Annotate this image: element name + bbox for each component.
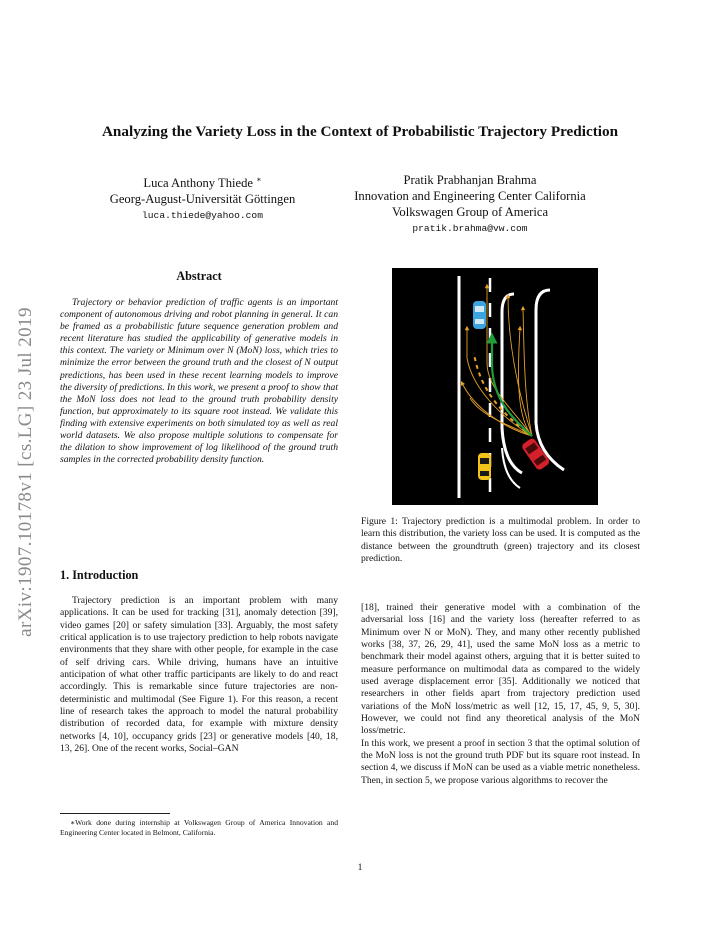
footnote-mark: ∗ — [256, 175, 262, 184]
figure-1 — [392, 268, 598, 505]
author-affiliation: Georg-August-Universität Göttingen — [109, 192, 296, 207]
footnote: ∗Work done during internship at Volkswagen Group of America Innovation and Engineering Center located in Belmont, California. — [60, 818, 338, 837]
arxiv-stamp — [6, 262, 46, 682]
car-yellow — [478, 453, 491, 480]
paper-title: Analyzing the Variety Loss in the Context of Probabilistic Trajectory Prediction — [101, 123, 619, 140]
trajectory-figure — [392, 268, 598, 505]
author-affiliation: Innovation and Engineering Center California — [354, 189, 586, 203]
column-2-paragraph-1: [18], trained their generative model with a combination of the adversarial loss [16] and the variety loss (hereafter referred to as Minimum over N or MoN). They, and many other recently published works [38, 37, 26, 29, 41], used the same MoN loss as a metric to benchmark their model against others, arguing that it is better suited to measure performance on multimodal data as compared to the widely used average displacement error [35]. Additionally we noticed that researchers in other fields apart from trajectory prediction used variations of the MoN loss/metric as well [12, 15, 17, 45, 9, 5, 30]. However, we could not find any theoretical analysis of the MoN loss/metric. — [361, 602, 640, 737]
author-email: pratik.brahma@vw.com — [412, 223, 528, 234]
author-block-2 — [330, 172, 610, 237]
author-block-1 — [90, 172, 315, 224]
author-name: Luca Anthony Thiede — [143, 176, 253, 191]
intro-paragraph: Trajectory prediction is an important problem with many applications. It can be used for tracking [31], anomaly detection [39], video games [20] or safety simulation [33]. Arguably, the most safety critical application is to use trajectory prediction to help robots navigate environments that they share with other people, for example in the case of self driving cars. While driving, humans have an intuitive anticipation of what other traffic participants are likely to do and react accordingly. This is remarkable since future trajectories are non-deterministic and multimodal (See Figure 1). For this reason, a recent line of research takes the approach to model the natural probability distribution of recorded data, for example with mixture density networks [4, 10], occupancy grids [23] or generative models [40, 18, 13, 26]. One of the recent works, Social–GAN — [60, 595, 338, 755]
column-2-paragraph-2: In this work, we present a proof in section 3 that the optimal solution of the MoN loss is not the ground truth PDF but its square root instead. In section 4, we discuss if MoN can be used as a viable metric nonetheless. Then, in section 5, we propose various algorithms to recover the — [361, 737, 640, 786]
arxiv-stamp-text: arXiv:1907.10178v1 [cs.LG] 23 Jul 2019 — [15, 307, 36, 637]
abstract-heading: Abstract — [176, 269, 222, 283]
author-affiliation-2: Volkswagen Group of America — [391, 205, 549, 219]
author-email: luca.thiede@yahoo.com — [142, 210, 263, 222]
car-blue — [473, 301, 486, 329]
figure-caption: Figure 1: Trajectory prediction is a multimodal problem. In order to learn this distribution, the variety loss can be used. It is computed as the distance between the groundtruth (green) trajectory and its closest prediction. — [361, 516, 640, 565]
section-heading: 1. Introduction — [60, 568, 139, 582]
footnote-rule — [60, 813, 170, 814]
predicted-trajectories — [462, 286, 532, 436]
abstract-text: Trajectory or behavior prediction of traffic agents is an important component of autonomous driving and robot planning in general. It can be framed as a probabilistic future sequence generation problem and recent literature has studied the applicability of generative models in this context. The variety or Minimum over N (MoN) loss, which tries to minimize the error between the ground truth and the closest of N output predictions, has been used in these recent learning models to improve the diversity of predictions. In this work, we present a proof to show that the MoN loss does not lead to the ground truth probability density function, but approximately to its square root instead. We validate this finding with extensive experiments on both simulated toy as well as real world datasets. We also propose multiple solutions to compensate for the dilation to show improvement of log likelihood of the ground truth samples in the corrected probability density function. — [60, 297, 338, 466]
column-2-text — [361, 602, 640, 787]
author-name: Pratik Prabhanjan Brahma — [403, 173, 537, 187]
page-number: 1 — [357, 862, 363, 873]
lane-line-curve-2 — [536, 290, 564, 470]
